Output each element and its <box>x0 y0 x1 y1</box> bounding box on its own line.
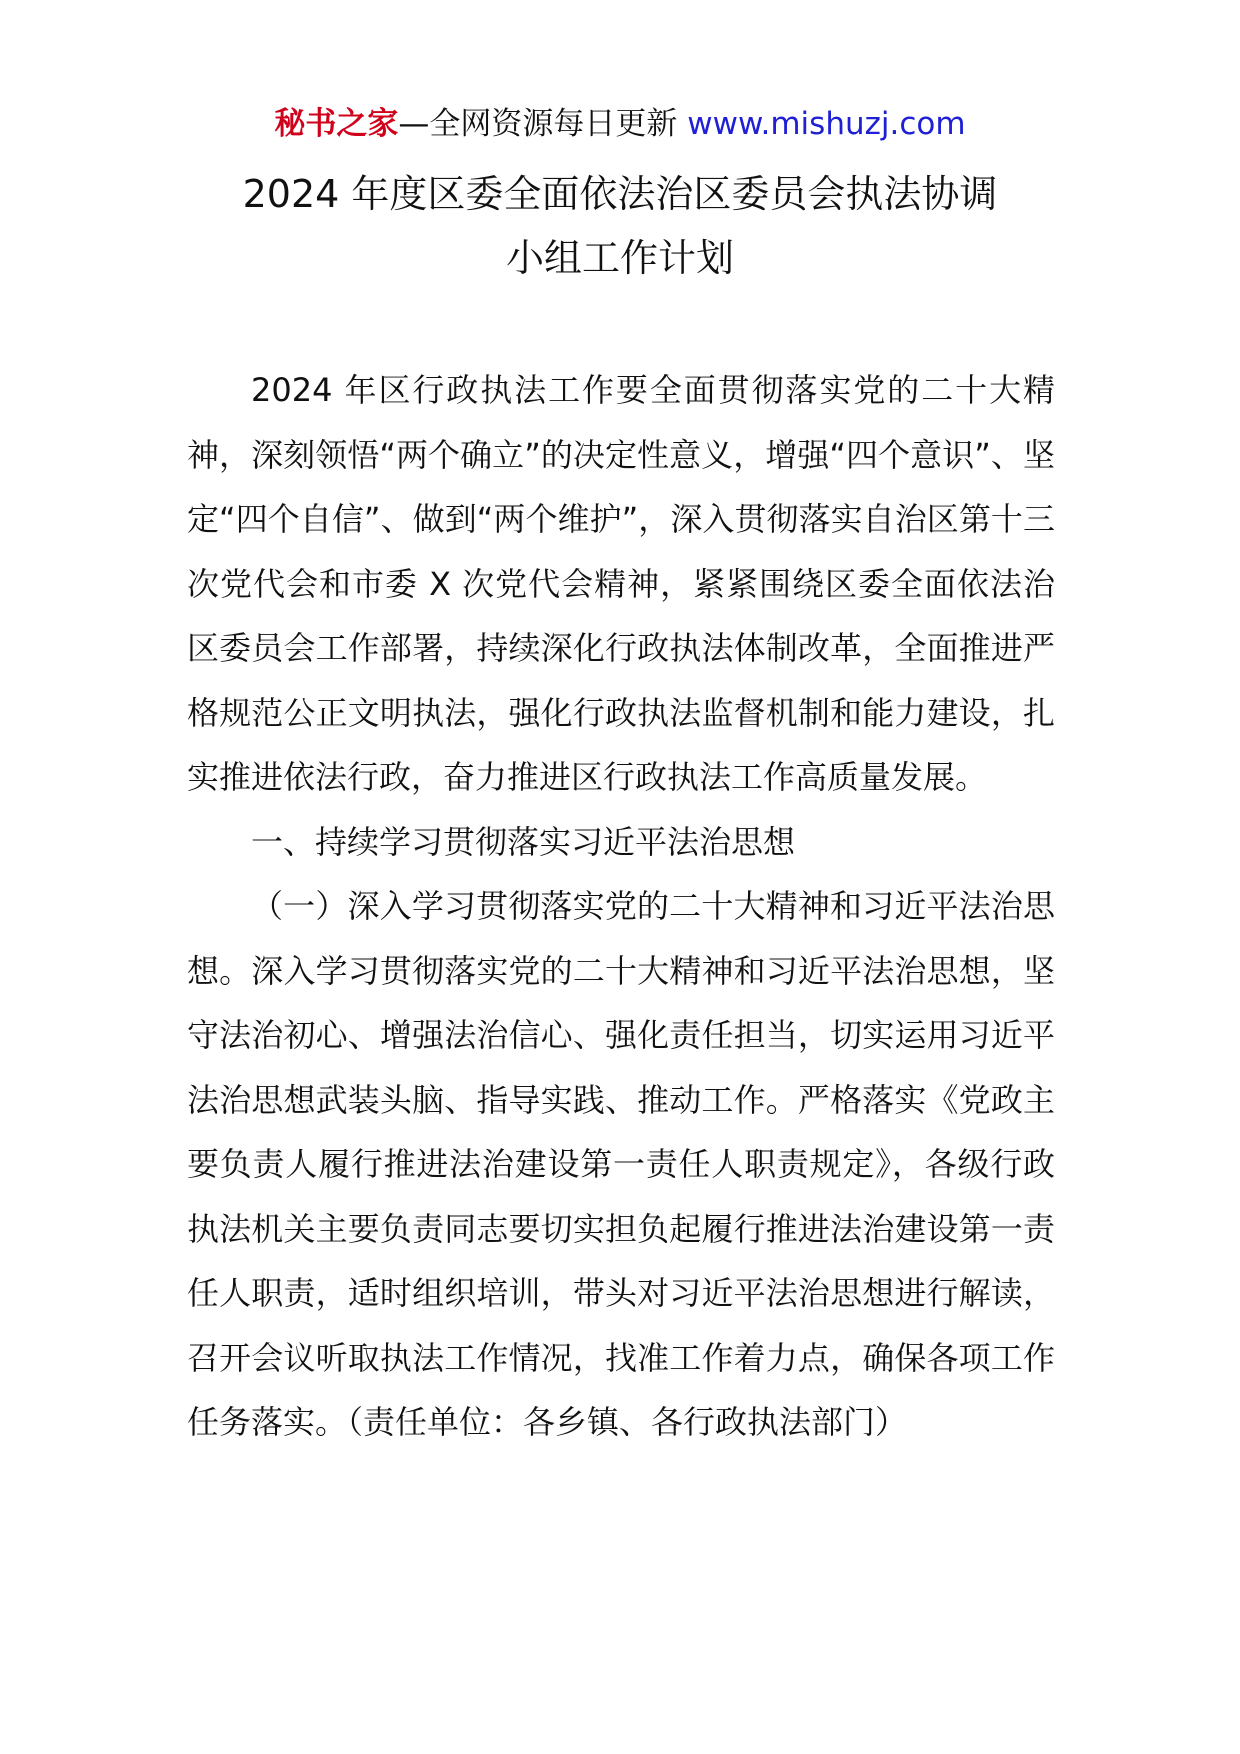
site-brand: 秘书之家 <box>274 106 399 142</box>
site-url-link[interactable]: www.mishuzj.com <box>687 106 966 142</box>
intro-paragraph: 2024 年区行政执法工作要全面贯彻落实党的二十大精神，深刻领悟“两个确立”的决定性意义，增强“四个意识”、坚定“四个自信”、做到“两个维护”，深入贯彻落实自治区第十三次党代会和市委 X 次党代会精神，紧紧围绕区委全面依法治区委员会工作部署，持续深化行政执法体制改革，全面推进严格规范公正文明执法，强化行政执法监督机制和能力建设，扎实推进依法行政，奋力推进区行政执法工作高质量发展。 <box>187 371 1055 796</box>
site-slogan: —全网资源每日更新 <box>398 106 688 142</box>
document-title-line-1: 2024 年度区委全面依法治区委员会执法协调 <box>242 172 998 216</box>
section-heading: 一、持续学习贯彻落实习近平法治思想 <box>251 822 796 861</box>
document-body <box>187 358 1055 1455</box>
document-title-line-2: 小组工作计划 <box>505 236 734 280</box>
document-title <box>160 162 1080 290</box>
subsection-paragraph: （一）深入学习贯彻落实党的二十大精神和习近平法治思想。深入学习贯彻落实党的二十大精神和习近平法治思想，坚守法治初心、增强法治信心、强化责任担当，切实运用习近平法治思想武装头脑、指导实践、推动工作。严格落实《党政主要负责人履行推进法治建设第一责任人职责规定》，各级行政执法机关主要负责同志要切实担负起履行推进法治建设第一责任人职责，适时组织培训，带头对习近平法治思想进行解读，召开会议听取执法工作情况，找准工作着力点，确保各项工作任务落实。（责任单位：各乡镇、各行政执法部门） <box>187 887 1055 1441</box>
site-header <box>0 100 1240 148</box>
